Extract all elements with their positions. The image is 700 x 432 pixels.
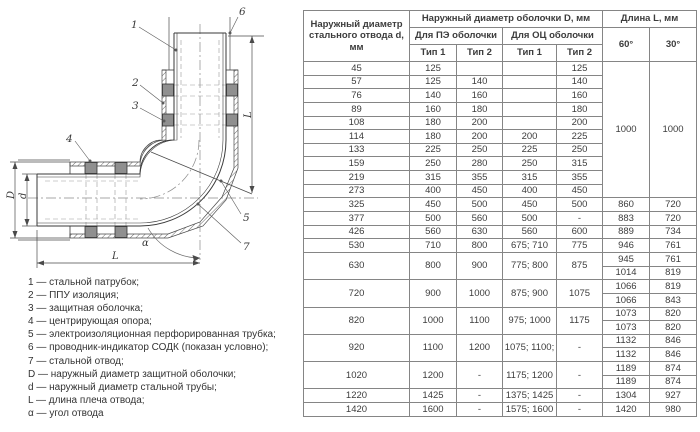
table-cell: 273: [304, 184, 410, 198]
table-cell: 1200: [457, 334, 503, 361]
table-cell: 720: [650, 212, 697, 226]
table-cell: 630: [304, 252, 410, 279]
table-cell: 200: [503, 130, 557, 144]
table-cell: 140: [557, 75, 603, 89]
table-cell: 819: [650, 266, 697, 280]
table-cell: 1132: [603, 334, 650, 348]
table-cell: 1000: [410, 307, 457, 334]
callout-2: 2: [132, 77, 139, 89]
table-cell: 180: [410, 130, 457, 144]
table-cell: 450: [557, 184, 603, 198]
header-cell: Для ОЦ оболочки: [503, 28, 603, 45]
callout-4: 4: [66, 133, 73, 145]
table-cell: 1000: [650, 62, 697, 198]
table-row: [304, 212, 697, 226]
table-cell: 1073: [603, 321, 650, 335]
table-cell: 945: [603, 252, 650, 266]
sodk-wires: [18, 17, 230, 240]
legend-item: D — наружный диаметр защитной оболочки;: [28, 368, 237, 380]
table-row: [304, 252, 697, 266]
centering-supports: [85, 84, 238, 238]
table-cell: 900: [457, 252, 503, 279]
table-row: [304, 280, 697, 294]
table-cell: 1189: [603, 362, 650, 376]
table-cell: 500: [457, 198, 503, 212]
table-cell: 1220: [304, 389, 410, 403]
table-cell: 400: [410, 184, 457, 198]
header-cell: Тип 1: [410, 45, 457, 62]
dimension-labels: [6, 111, 254, 262]
angle-alpha-label: α: [142, 238, 149, 249]
table-cell: 843: [650, 293, 697, 307]
table-cell: 1189: [603, 375, 650, 389]
table-cell: 800: [457, 239, 503, 253]
table-cell: 315: [410, 171, 457, 185]
table-cell: 927: [650, 389, 697, 403]
header-cell: Наружный диаметр стального отвода d, мм: [304, 11, 410, 62]
table-cell: 200: [457, 116, 503, 130]
table-cell: 846: [650, 348, 697, 362]
header-cell: Тип 2: [557, 45, 603, 62]
spec-table-body: [304, 62, 697, 417]
legend-item: d — наружный диаметр стальной трубы;: [28, 381, 217, 393]
table-cell: 1600: [410, 403, 457, 417]
table-cell: 1425: [410, 389, 457, 403]
table-cell: 159: [304, 157, 410, 171]
table-cell: 560: [410, 225, 457, 239]
table-cell: 57: [304, 75, 410, 89]
dim-L-horizontal-label: L: [112, 251, 119, 262]
table-cell: 560: [503, 225, 557, 239]
legend-item: 5 — электроизоляционная перфорированная трубка;: [28, 329, 276, 341]
table-cell: -: [557, 362, 603, 389]
table-cell: 1100: [457, 307, 503, 334]
table-cell: 900: [410, 280, 457, 307]
table-cell: 600: [557, 225, 603, 239]
table-cell: 820: [650, 307, 697, 321]
table-cell: 775; 800: [503, 252, 557, 279]
spec-table: [303, 10, 697, 417]
callout-3: 3: [132, 100, 139, 112]
table-cell: 450: [503, 198, 557, 212]
table-cell: -: [557, 403, 603, 417]
table-cell: 450: [410, 198, 457, 212]
table-cell: 250: [503, 157, 557, 171]
table-cell: 889: [603, 225, 650, 239]
header-cell: Длина L, мм: [603, 11, 697, 28]
table-cell: 560: [457, 212, 503, 226]
table-cell: 133: [304, 143, 410, 157]
legend-item: 7 — стальной отвод;: [28, 355, 124, 367]
table-cell: -: [557, 334, 603, 361]
table-cell: 114: [304, 130, 410, 144]
table-cell: 820: [650, 321, 697, 335]
table-cell: 315: [557, 157, 603, 171]
table-cell: 800: [410, 252, 457, 279]
table-cell: 1000: [603, 62, 650, 198]
dim-d-label: d: [18, 192, 29, 199]
table-cell: 946: [603, 239, 650, 253]
table-cell: 720: [304, 280, 410, 307]
elbow-diagram: [0, 0, 302, 272]
table-cell: 860: [603, 198, 650, 212]
table-cell: 250: [557, 143, 603, 157]
table-cell: 377: [304, 212, 410, 226]
table-cell: 1375; 1425: [503, 389, 557, 403]
table-cell: 1014: [603, 266, 650, 280]
table-cell: 325: [304, 198, 410, 212]
table-cell: 1420: [603, 403, 650, 417]
callout-numbers: [65, 6, 250, 253]
table-cell: 140: [457, 75, 503, 89]
header-cell: 30°: [650, 28, 697, 62]
table-cell: 875; 900: [503, 280, 557, 307]
table-cell: 874: [650, 375, 697, 389]
table-cell: 426: [304, 225, 410, 239]
table-cell: 180: [410, 116, 457, 130]
table-cell: 1132: [603, 348, 650, 362]
table-cell: [457, 62, 503, 76]
table-cell: 1066: [603, 280, 650, 294]
table-row: [304, 334, 697, 348]
table-cell: 1066: [603, 293, 650, 307]
centerlines: [28, 24, 258, 260]
steel-pipe: [37, 33, 226, 226]
table-cell: 761: [650, 239, 697, 253]
table-cell: 883: [603, 212, 650, 226]
header-cell: Тип 2: [457, 45, 503, 62]
legend-item: 1 — стальной патрубок;: [28, 277, 139, 288]
table-cell: 355: [557, 171, 603, 185]
dim-D-label: D: [6, 190, 17, 199]
table-cell: [503, 75, 557, 89]
table-cell: 846: [650, 334, 697, 348]
header-cell: Тип 1: [503, 45, 557, 62]
header-cell: Для ПЭ оболочки: [410, 28, 503, 45]
legend-item: L — длина плеча отвода;: [28, 394, 145, 406]
table-cell: 875: [557, 252, 603, 279]
table-cell: 400: [503, 184, 557, 198]
header-cell: Наружный диаметр оболочки D, мм: [410, 11, 603, 28]
table-row: [304, 198, 697, 212]
table-cell: 160: [557, 89, 603, 103]
casing-shell: [70, 70, 238, 238]
legend: [28, 276, 314, 420]
table-cell: 180: [557, 102, 603, 116]
legend-item: 3 — защитная оболочка;: [28, 303, 143, 315]
table-cell: 500: [410, 212, 457, 226]
callout-1: 1: [131, 19, 138, 31]
callout-7: 7: [243, 241, 250, 253]
table-cell: -: [457, 389, 503, 403]
table-cell: 160: [457, 89, 503, 103]
table-cell: 355: [457, 171, 503, 185]
table-cell: [503, 116, 557, 130]
spec-table-head: [304, 11, 697, 62]
table-cell: 720: [650, 198, 697, 212]
table-cell: -: [557, 389, 603, 403]
legend-item: 4 — центрирующая опора;: [28, 316, 152, 328]
table-cell: 500: [557, 198, 603, 212]
table-cell: 820: [304, 307, 410, 334]
table-cell: 1420: [304, 403, 410, 417]
table-cell: 761: [650, 252, 697, 266]
table-cell: [503, 62, 557, 76]
table-cell: 280: [457, 157, 503, 171]
table-cell: 734: [650, 225, 697, 239]
table-row: [304, 307, 697, 321]
table-cell: 250: [457, 143, 503, 157]
table-cell: 108: [304, 116, 410, 130]
table-cell: 1100: [410, 334, 457, 361]
table-cell: 89: [304, 102, 410, 116]
table-cell: 530: [304, 239, 410, 253]
table-cell: 200: [557, 116, 603, 130]
table-cell: 315: [503, 171, 557, 185]
table-cell: [503, 89, 557, 103]
table-cell: 1075: [557, 280, 603, 307]
table-cell: 1200: [410, 362, 457, 389]
table-row: [304, 11, 697, 28]
table-cell: 775: [557, 239, 603, 253]
table-cell: 140: [410, 89, 457, 103]
table-cell: 1304: [603, 389, 650, 403]
table-cell: 450: [457, 184, 503, 198]
table-cell: 160: [410, 102, 457, 116]
header-cell: 60°: [603, 28, 650, 62]
table-row: [304, 62, 697, 76]
table-cell: -: [557, 212, 603, 226]
table-row: [304, 362, 697, 376]
table-cell: 180: [457, 102, 503, 116]
table-cell: 1175; 1200: [503, 362, 557, 389]
table-cell: 1073: [603, 307, 650, 321]
table-cell: -: [457, 362, 503, 389]
table-cell: 874: [650, 362, 697, 376]
table-cell: 1020: [304, 362, 410, 389]
table-cell: 980: [650, 403, 697, 417]
table-cell: 225: [410, 143, 457, 157]
table-cell: 819: [650, 280, 697, 294]
table-cell: 125: [410, 75, 457, 89]
callout-6: 6: [239, 6, 246, 18]
table-cell: 1000: [457, 280, 503, 307]
table-row: [304, 225, 697, 239]
table-cell: 225: [557, 130, 603, 144]
table-cell: 975; 1000: [503, 307, 557, 334]
table-cell: 1175: [557, 307, 603, 334]
table-cell: [503, 102, 557, 116]
legend-item: 2 — ППУ изоляция;: [28, 290, 119, 302]
table-cell: 500: [503, 212, 557, 226]
table-cell: 125: [557, 62, 603, 76]
table-cell: 225: [503, 143, 557, 157]
table-cell: 45: [304, 62, 410, 76]
table-cell: 675; 710: [503, 239, 557, 253]
table-cell: 219: [304, 171, 410, 185]
table-cell: 200: [457, 130, 503, 144]
dimension-arrows: [13, 36, 255, 266]
table-cell: 1575; 1600: [503, 403, 557, 417]
table-row: [304, 239, 697, 253]
table-cell: 1075; 1100;: [503, 334, 557, 361]
table-cell: 250: [410, 157, 457, 171]
table-row: [304, 389, 697, 403]
table-cell: 630: [457, 225, 503, 239]
table-cell: -: [457, 403, 503, 417]
table-cell: 76: [304, 89, 410, 103]
table-row: [304, 403, 697, 417]
table-cell: 920: [304, 334, 410, 361]
legend-item: 6 — проводник-индикатор СОДК (показан условно);: [28, 342, 269, 354]
table-cell: 125: [410, 62, 457, 76]
legend-item: α — угол отвода: [28, 407, 104, 419]
table-cell: 710: [410, 239, 457, 253]
dim-L-vertical-label: L: [243, 111, 254, 118]
callout-5: 5: [243, 212, 250, 224]
